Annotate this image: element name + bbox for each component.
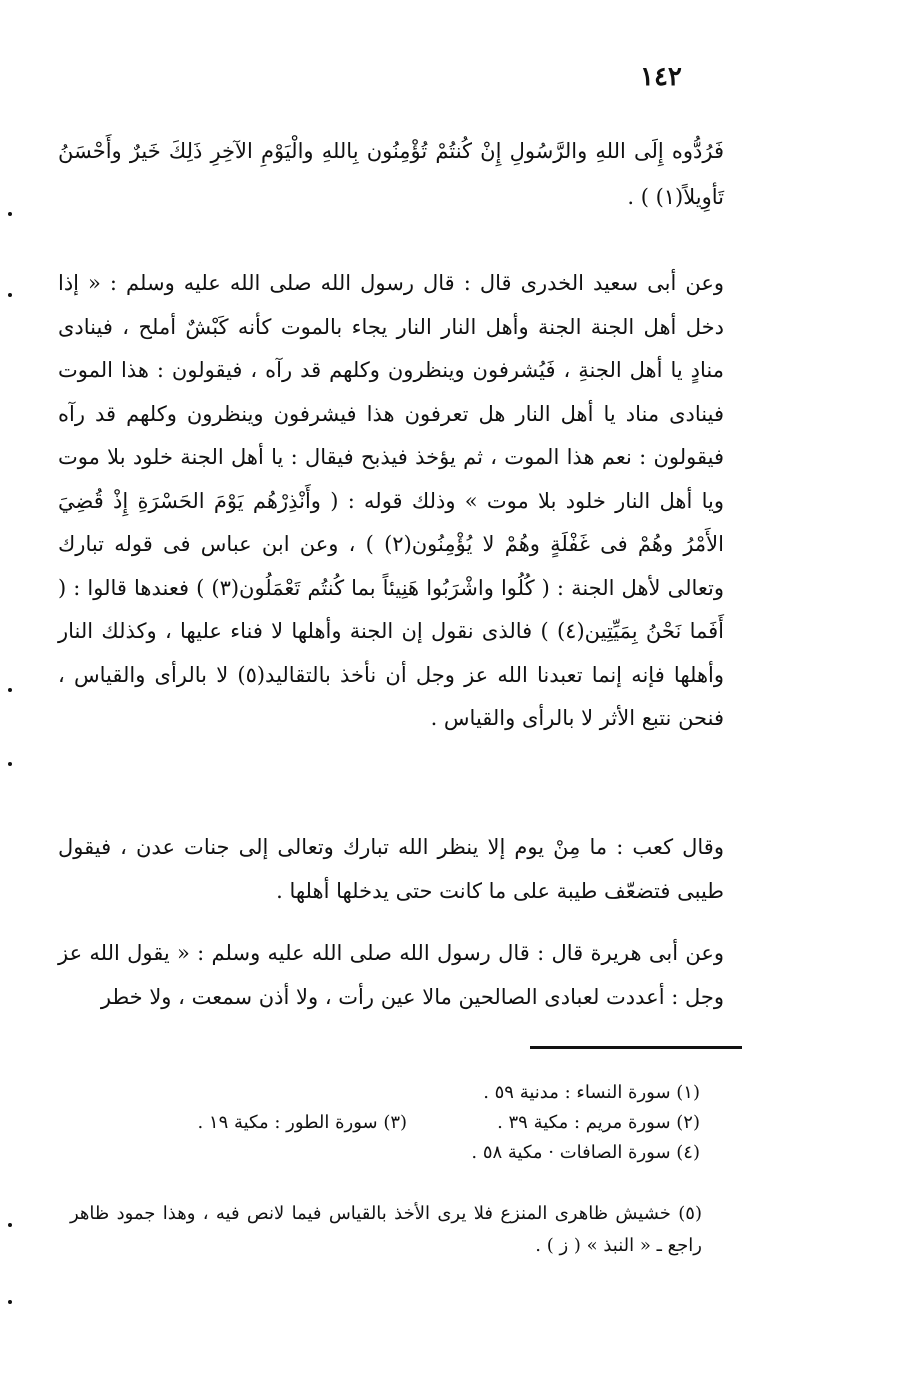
margin-mark (8, 293, 12, 297)
paragraph-abu-hurayra-hadith: وعن أبى هريرة قال : قال رسول الله صلى الله عليه وسلم : « يقول الله عز وجل : أعددت لعبادى الصالحين مالا عين رأت ، ولا أذن سمعت ، ولا خطر (58, 941, 724, 1009)
margin-mark (8, 1223, 12, 1227)
footnote-2: (٢) سورة مريم : مكية ٣٩ . (497, 1112, 700, 1133)
footnote-3: (٣) سورة الطور : مكية ١٩ . (197, 1112, 408, 1133)
footnote-5: (٥) خشيش ظاهرى المنزع فلا يرى الأخذ بالقياس فيما لانص فيه ، وهذا جمود ظاهر راجع ـ « النبذ » ( ز ) . (70, 1203, 702, 1256)
margin-mark (8, 212, 12, 216)
footnote-4: (٤) سورة الصافات · مكية ٥٨ . (471, 1142, 700, 1163)
footnote-separator (530, 1046, 742, 1049)
footnote-row-2-3 (130, 1108, 700, 1138)
footnote-1: (١) سورة النساء : مدنية ٥٩ . (483, 1082, 700, 1103)
paragraph-abu-said-hadith: وعن أبى سعيد الخدرى قال : قال رسول الله صلى الله عليه وسلم : « إذا دخل أهل الجنة الجنة وأهل النار النار يجاء بالموت كأنه كَبْشٌ أملح ، فينادى منادٍ يا أهل الجنةِ ، فَيُشرفون وينظرون وكلهم قد رآه ، فيقولون : هذا الموت فينادى مناد يا أهل النار هل تعرفون هذا فيشرفون وينظرون وكلهم قد رآه فيقولون : نعم هذا الموت ، ثم يؤخذ فيذبح فيقال : يا أهل الجنة خلود بلا موت ويا أهل النار خلود بلا موت » وذلك قوله : ( وأَنْذِرْهُم يَوْمَ الحَسْرَةِ إِذْ قُضِيَ الأَمْرُ وهُمْ فى غَفْلَةٍ وهُمْ لا يُؤْمِنُون(٢) ) ، وعن ابن عباس فى قوله تبارك وتعالى لأهل الجنة : ( كُلُوا واشْرَبُوا هَنِيئاً بما كُنتُم تَعْمَلُون(٣) ) فعندها قالوا : ( أَفَما نَحْنُ بِمَيِّتِين(٤) ) فالذى نقول إن الجنة وأهلها لا فناء عليها ، وكذلك النار وأهلها فإنه إنما تعبدنا الله عز وجل أن نأخذ بالتقاليد(٥) لا بالرأى والقياس ، فنحن نتبع الأثر لا بالرأى والقياس . (58, 271, 725, 730)
page-number: ١٤٢ (640, 62, 682, 92)
margin-mark (8, 688, 12, 692)
quranic-verse-continuation: فَرُدُّوه إِلَى اللهِ والرَّسُولِ إِنْ كُنتُمْ تُؤْمِنُون بِاللهِ والْيَوْمِ الآخِرِ ذَلِكَ خَيرٌ وأَحْسَنُ تَأوِيلاً(١) ) . (58, 139, 724, 209)
paragraph-kaab: وقال كعب : ما مِنْ يوم إلا ينظر الله تبارك وتعالى إلى جنات عدن ، فيقول طيبى فتضعّف طيبة على ما كانت حتى يدخلها أهلها . (58, 835, 724, 903)
margin-mark (8, 1300, 12, 1304)
margin-mark (8, 762, 12, 766)
footnotes-section (130, 1078, 700, 1168)
